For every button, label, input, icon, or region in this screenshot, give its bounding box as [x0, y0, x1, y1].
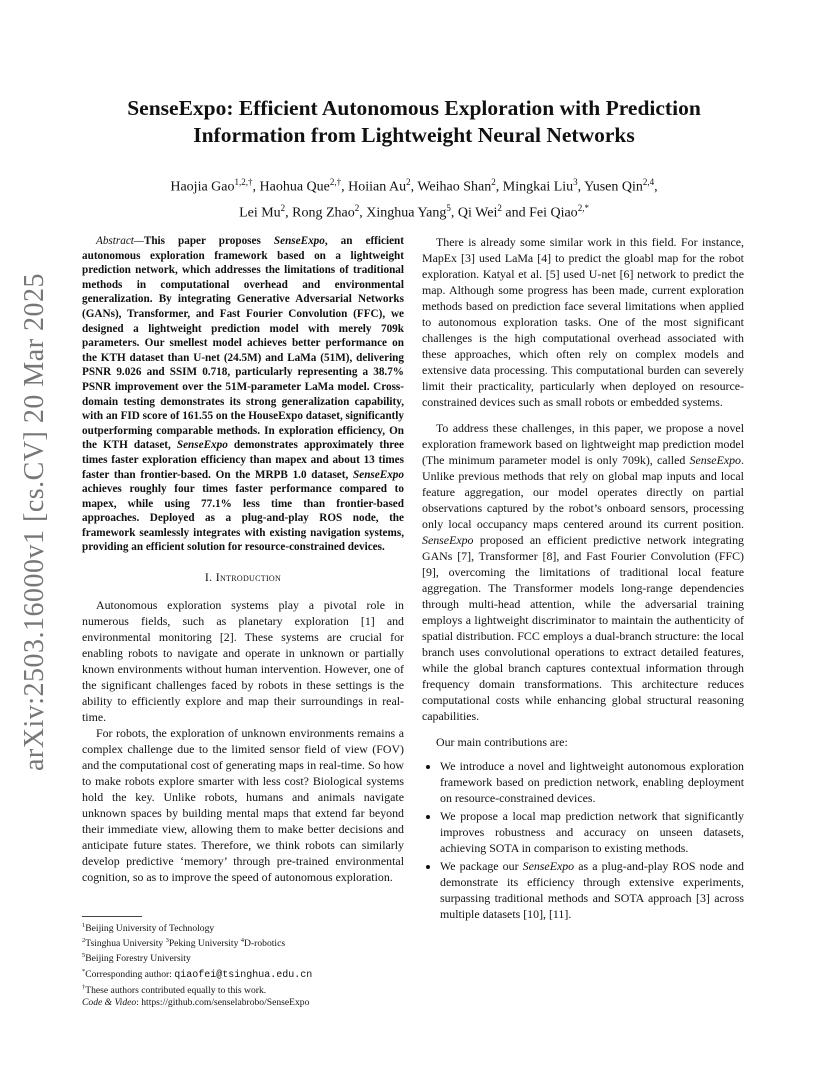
corresponding-email[interactable]: qiaofei@tsinghua.edu.cn	[174, 969, 313, 981]
title-line-1: SenseExpo: Efficient Autonomous Exploration with Prediction	[127, 96, 701, 120]
method-name: SenseExpo	[689, 453, 742, 467]
author-affiliation: 2	[406, 177, 411, 187]
author-affiliation: 2,4	[642, 177, 655, 187]
intro-paragraph-1: Autonomous exploration systems play a pivotal role in numerous fields, such as planetary exploration [1] and environmental monitoring [2]. These systems are crucial for enabling robots to navigate and operate in unknown or partially known environments without human intervention. However, one of the significant challenges faced by robots in these settings is the ability to efficiently explore and map their surroundings in real-time.	[82, 598, 404, 725]
footnote-text: Beijing Forestry University	[85, 953, 191, 965]
footnote-mark: †	[82, 983, 86, 991]
footnote-text: Beijing University of Technology	[85, 923, 215, 935]
body-text: To address these challenges, in this paper, we propose a novel exploration framework based on lightweight map prediction model (The minimum parameter model is only 709k), called	[422, 421, 744, 467]
footnotes	[82, 916, 404, 1009]
abstract-text: achieves roughly four times faster performance compared to mapex, while using 77.1% less time than frontier-based approaches. Deployed as a plug-and-play ROS node, the framework seamlessly integrates with existing navigation systems, providing an efficient solution for resource-constrained devices.	[82, 483, 404, 554]
method-name: SenseExpo	[176, 439, 228, 452]
code-link[interactable]: : https://github.com/senselabrobo/SenseExpo	[136, 996, 310, 1008]
footnote-mark: 1	[82, 922, 86, 929]
paragraph-gap	[422, 724, 744, 734]
arxiv-identifier	[19, 272, 50, 772]
author: Weihao Shan	[417, 179, 492, 195]
author: Qi Wei	[457, 205, 498, 221]
intro-paragraph-2: For robots, the exploration of unknown environments remains a complex challenge due to the limited sensor field of view (FOV) and the computational cost of generating maps in real-time. So how to make robots explore smarter with less cost? Biological systems hold the key. Unlike robots, humans and animals navigate unknown spaces by building mental maps that extend far beyond their immediate view, allowing them to make better decisions and anticipate future states. Therefore, we think robots can similarly develop predictive ‘memory’ through pre-trained environmental cognition, so as to improve the speed of autonomous exploration.	[82, 726, 404, 885]
author: Xinghua Yang	[366, 205, 447, 221]
abstract-text: demonstrates approximately three times faster exploration efficiency than mapex and about 13 times faster than frontier-based. On the MRPB 1.0 dataset,	[82, 439, 404, 481]
author: Rong Zhao	[292, 205, 355, 221]
contributions-intro: Our main contributions are:	[436, 735, 568, 749]
body-text: We package our	[440, 859, 523, 873]
body-text: proposed an efficient predictive network integrating GANs [7], Transformer [8], and Fast Fourier Convolution (FFC) [9], overcoming the limitations of traditional local feature aggregation. The Transformer models long-range dependencies through multi-head attention, while the adversarial training employs a lightweight discriminator to maintain the authenticity of spatial distribution. FCC employs a dual-branch structure: the local branch uses convolutional operations to extract detailed features, while the global branch captures contextual information through frequency domain transformations. This architecture reduces computational costs while enhancing global structural reasoning capabilities.	[422, 533, 744, 723]
right-column	[422, 234, 744, 924]
abstract-lead: Abstract—	[96, 235, 144, 247]
footnote-text: These authors contributed equally to this work.	[85, 984, 267, 996]
abstract	[82, 234, 404, 555]
author-affiliation: 1,2,†	[234, 177, 253, 187]
body-paragraph-1: There is already some similar work in this field. For instance, MapEx [3] used LaMa [4] to predict the gloabl map for the robot exploration. Katyal et al. [5] used U-net [6] network to predict the map. Although some progress has been made, current exploration methods based on prediction face several limitations when applied to autonomous exploration tasks. One of the most significant challenges is the high computational overhead associated with these approaches, which often rely on complex models and extensive data processing. This computational burden can severely limit their practicality, particularly when deployed on resource-constrained devices such as small robots or embedded systems.	[422, 235, 744, 409]
contributions-list	[422, 758, 744, 922]
footnote-text: Corresponding author:	[85, 968, 175, 980]
footnote	[82, 997, 404, 1009]
footnote-text: Peking University	[168, 938, 241, 950]
paragraph-gap	[422, 410, 744, 420]
title-line-2: Information from Lightweight Neural Networks	[193, 123, 635, 147]
author: Lei Mu	[239, 205, 281, 221]
footnote	[82, 982, 404, 997]
method-name: SenseExpo	[522, 859, 575, 873]
body-paragraph-2	[422, 420, 744, 724]
footnote-mark: *	[82, 967, 86, 975]
method-name: SenseExpo	[353, 468, 404, 481]
footnote	[82, 935, 404, 950]
author-affiliation: 2	[491, 177, 496, 187]
arxiv-identifier-text: arXiv:2503.16000v1 [cs.CV] 20 Mar 2025	[19, 272, 50, 772]
footnote	[82, 920, 404, 935]
list-item: • We introduce a novel and lightweight autonomous exploration framework based on prediction network, enabling deployment on resource-constrained devices.	[440, 758, 744, 806]
author: Mingkai Liu	[502, 179, 574, 195]
method-name: SenseExpo	[273, 235, 325, 247]
footnote	[82, 966, 404, 982]
author: Hoiian Au	[348, 179, 407, 195]
footnote-rule	[82, 916, 142, 917]
author-affiliation: 2	[280, 202, 286, 213]
author-affiliation: 3	[573, 177, 578, 187]
author-list: Haojia Gao$^{1,2,\dagger}$, Haohua Que$^{2,\dagger}$, Hoiian Au$^2$, Weihao Shan$^2$, Mingkai Liu$^3$, Yusen Qin$^{2,4}$, Lei Mu$^2$, Rong Zhao$^2$, Xinghua Yang$^5$, Qi Wei$^2$ and Fei Qiao$^{2,*}$	[170, 177, 658, 221]
paper-title	[80, 95, 748, 149]
footnote-mark: 3	[165, 937, 169, 945]
author-affiliation: 2	[497, 202, 502, 213]
author-affiliation: 5	[446, 202, 451, 213]
list-item	[440, 858, 744, 922]
footnote-label: Code & Video	[82, 996, 137, 1008]
footnote-mark: 2	[82, 937, 86, 945]
footnote-mark: 5	[82, 952, 86, 960]
footnote-text: D-robotics	[244, 938, 286, 950]
method-name: SenseExpo	[422, 533, 474, 547]
body-text: as a plug-and-play ROS node and demonstrate its efficiency through extensive experiments, surpassing traditional methods and SOTA approach [3] across multiple datasets [10], [11].	[440, 859, 744, 921]
left-column	[82, 234, 404, 885]
author-affiliation: 2	[354, 202, 360, 213]
body-text: . Unlike previous methods that rely on global map inputs and local feature aggregation, our model operates directly on partial observations captured by the robot’s onboard sensors, processing only local occupancy maps centered around its current position.	[422, 453, 744, 531]
section-heading-introduction: I. Introduction	[204, 570, 282, 585]
footnote-mark: 4	[240, 937, 245, 945]
abstract-text: , an efficient autonomous exploration framework based on a lightweight prediction network, which addresses the limitations of traditional methods in computational overhead and environmental generalization. By integrating Generative Adversarial Networks (GANs), Transformer, and Fast Fourier Convolution (FFC), we designed a lightweight prediction model with merely 709k parameters. Our smellest model achieves better performance on the KTH dataset than U-net (24.5M) and LaMa (51M), delivering PSNR 9.026 and SSIM 0.718, particularly representing a 38.7% PSNR improvement over the 51M-parameter LaMa model. Cross-domain testing demonstrates its strong generalization capability, with an FID score of 161.55 on the HouseExpo dataset, significantly outperforming comparable methods. In exploration efficiency, On the KTH dataset,	[82, 235, 405, 452]
footnote	[82, 950, 404, 965]
author-affiliation: 2,*	[577, 202, 589, 213]
list-item: • We propose a local map prediction network that significantly improves robustness and accuracy on unseen datasets, achieving SOTA in comparison to existing methods.	[440, 808, 744, 856]
abstract-text: This paper proposes	[143, 235, 274, 247]
author: Fei Qiao	[529, 205, 578, 221]
author-affiliation: 2,†	[329, 177, 342, 187]
author: Yusen Qin	[584, 179, 643, 195]
footnote-text: Tsinghua University	[85, 938, 166, 950]
author: Haohua Que	[259, 179, 330, 195]
author: Haojia Gao	[170, 179, 235, 195]
